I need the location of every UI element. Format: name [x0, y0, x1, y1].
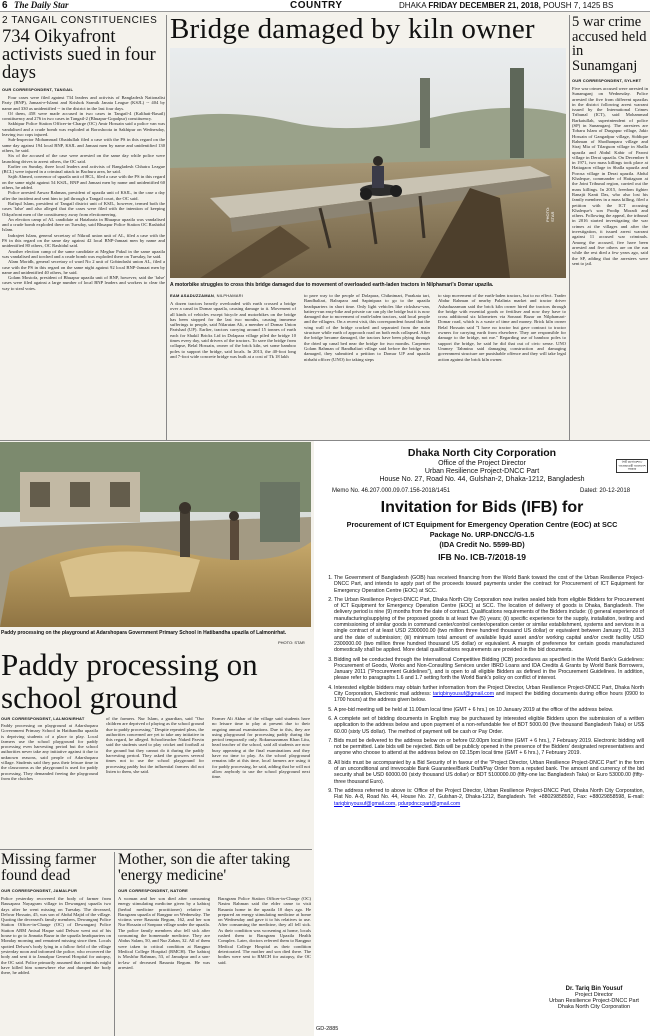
ad-signature — [544, 986, 644, 1010]
ad-clause: 4. Interested eligible bidders may obtain further information from the Project Director, Urban Resilience Project-DNCC Part, Dhaka North City Corporation, Electronic mail address: tariqbinyousuf@gmail.com and inspect the bidding documents during office hours (0900 to 1700 hours) at the address given below. — [334, 685, 644, 704]
ad-clause: 1. The Government of Bangladesh (GOB) has received financing from the World Bank toward the cost of the Urban Resilience Project-DNCC Part, and intends to apply part of the proceeds toward payments under the contract for Procurement of ICT Equipment for Emergency Operation Centre (EOC) at SCC. — [334, 575, 644, 594]
ad-title: Invitation for Bids (IFB) for — [380, 499, 584, 516]
section-title: COUNTRY — [290, 0, 343, 11]
story-body-col2: Baragram Police Station Officer-in-Charge (OC) Nasim Rahman said the elder came to visit Rasunta home in the upazila 10 days ago. He prepared an energy stimulating medicine at home on Wednesday and gave it to his relatives to use. After consuming the medicine, they all fell sick. As their condition was worsening at home, locals rushed them to Baragram Upazila Health Complex. Later, doctors referred them to Rangpur Medical College Hospital as their condition deteriorated. The mother and son died there. The bodies were sent to RMCH for autopsy, the OC said. — [218, 896, 311, 965]
photo-caption: A motorbike struggles to cross this bridge damaged due to movement of overloaded earth-laden tractors in Nilphamari's Domar upazila. — [170, 282, 494, 288]
ad-clause: 5. A pre-bid meeting will be held at 11.00am local time (GMT + 6 hrs.) on 10 January 2019 at the office of the address below. — [334, 707, 644, 713]
story-paragraph: Of them, 458 were made accused in two cases in Tangail-4 (Kalihati-Basail) constituency and 276 in two cases in Tangail-2 (Bhuapur-Gopalpur) constituency. — [2, 110, 165, 122]
sign-title: Project Director — [575, 992, 613, 998]
ad-memo: Memo No. 46.207.000.09.07.156-2018/1451 — [332, 488, 451, 494]
sign-name: Dr. Tariq Bin Yousuf — [565, 986, 623, 992]
story-headline: 734 Oikyafront activists sued in four days — [2, 27, 156, 83]
story-oikyafront — [2, 15, 165, 440]
story-headline: Bridge damaged by kiln owner — [170, 13, 535, 45]
page-number: 6 — [2, 0, 8, 11]
story-paragraph: Indrajeet Islam, general secretary of Nikrail union unit of AL, filed a case with the PS in this regard on the same day against 42 local BNP-Jamaat men by name and unidentified 80 others, OC Rashidul said. — [2, 232, 165, 249]
bridge-photo — [170, 48, 566, 278]
story-headline: 5 war crime accused held in Sunamganj — [572, 14, 647, 74]
tender-advertisement — [314, 441, 650, 1036]
ad-date: Dated: 20-12-2018 — [580, 488, 631, 494]
story-paragraph: Sajib Ahmed, convenor of upazila unit of BCL, filed a case with the PS in this regard on the same night against 54 KSJL, BNP and Jamaat men by name and unidentified 60 others, he added. — [2, 174, 165, 191]
story-body-col1: A dozen tractors heavily overloaded with earth crossed a bridge over a canal in Domar upazila, causing damage to it. Movement of all kinds of vehicles except bicycle and motorbikes on the bridge has been stopped for the last two months, causing immense sufferings to people, said Nilaratan Ali, a member of Domar Union Parishad (UP). Earlier, tractors carrying around 15 tonnes of earth each for Shakil Bricks Ltd in Dolapara village piled the bridge 10 times every day, said drivers of the tractors. To save the bridge from collapse, Belal Hossain, owner of the brick kiln, set some bamboo poles to support the bridge, said locals. In 2013, the 40-foot long and 7-foot wide concrete bridge was built at a cost of Tk 18 lakh — [170, 301, 296, 359]
sign-project: Urban Resilience Project-DNCC Part — [549, 998, 639, 1004]
story-paragraph: Four cases were filed against 734 leaders and activists of Bangladesh Nationalist Party (BNP), Jamaat-e-Islami and Krishok Sramik Janata League (KSJL) -- 404 by name and 330 as unidentified -- in the district in the last four days. — [2, 95, 165, 111]
column-divider — [114, 852, 115, 1036]
story-missing-farmer — [1, 852, 111, 1036]
column-divider — [569, 15, 570, 440]
story-byline: OUR CORRESPONDENT, SYLHET — [572, 78, 642, 83]
ad-org: Dhaka North City Corporation — [407, 447, 557, 459]
story-body-col2: to pave way to the people of Dolapara, Chiknimari, Parakata tari, Bandbaliari, Balrapara and Sapinipara to go to the upazila headquarters in short time. Only light vehicles like rickshaw-van, battery-run easy-bike and private car can ply the bridge but it is now damaged due to movement of earth-laden tractors, said local people and the villagers. On a recent visit, this correspondent found that the wing wall of the bridge cracked and separated from the main structure while earth of approach road on both ends collapsed. After the bridge became damaged, the tractors have been plying through the dried up canal bed near the bridge for two months. Carpenter Golam Rahman of Bandbaliari village said before the bridge was damaged, they submitted a petition to Domar UP and upazila nirbahi officer (UNO) for taking steps — [304, 293, 430, 362]
email-link[interactable]: tariqbinyousuf@gmail.com — [334, 800, 396, 807]
photo-caption: Paddy processing on the playground at Adarshopara Government Primary School in Hatibandha upazila of Lalmonirhat. — [1, 630, 287, 636]
story-bridge — [170, 14, 566, 439]
story-byline: EAM ASADUZZAMAN, NILPHAMARI — [170, 293, 244, 298]
story-paragraph: Sakhipur Police Station Officer-in-Charge (OC) Amir Hossain said a police van was vandalised and a crude bomb was exploded at Boroshoota in Sakhipur on Wednesday, leaving two cops injured. — [2, 121, 165, 138]
section-divider — [0, 849, 312, 850]
ad-letterhead — [314, 447, 650, 483]
paddy-byline: OUR CORRESPONDENT, LALMONIRHAT — [1, 716, 85, 721]
ad-office: Office of the Project Director — [438, 460, 526, 467]
column-divider — [166, 15, 167, 440]
story-paragraph: Sub-Inspector Mohammad Obaidullah filed a case with the PS in this regard on the same day against 194 local BNP, KSJL and Jamaat men by name and unidentified 130 others, he said. — [2, 137, 165, 153]
ad-credit: (IDA Credit No. 5599-BD) — [439, 540, 525, 549]
bangla-notice-box: সিটি কর্পোরেশন / গণপ্রজাতন্ত্রী বাংলাদেশ সরকার — [616, 459, 648, 473]
ad-clause: 9. The address referred to above is: Office of the Project Director, Urban Resilience Project-DNCC Part, Dhaka North City Corporation, Flat No. A-8, Road No. 44, House No. 27, Gulshan-2, Dhaka-1212, Bangladesh. Tel: +88029858592, Fax: +88029858598, E-mail: tariqbinyousuf@gmail.com, pdurpdnccpart@gmail.com — [334, 788, 644, 807]
paddy-body-col1: Paddy processing on playground at Adarshopara Government Primary School in Hatibandha upazila is depriving students of a place to play. Local farmers use the school playground for paddy processing even harvesting period but the school authorities never take any initiative against it due to unknown reasons, said people of Adarshopara village. Students said they pass their leisure time in the classrooms as the playground is used for paddy processing. They demanded freeing the playground from the clutches — [1, 723, 98, 781]
story-paragraph: An election camp of AL candidate at Hatabaria in Bhuapur upazila was vandalised and a crude bomb exploded there on Tuesday, said Bhuapur Police Station OC Rashidul Islam. — [2, 216, 165, 233]
paddy-photo-image — [0, 442, 311, 627]
paddy-headline: Paddy processing on school ground — [1, 647, 258, 715]
story-body: Police yesterday recovered the body of farmer from Bausapara Nayagram village in Dewanganj upazila two days after he went missing on Tuesday. The deceased, Delwar Hossain, 45, was son of Abdul Majid of the village. Quoting the deceased's family members, Dewanganj Police Station Officer-in-Charge (OC) of Dewanganj Police Station ABM Anisul Haque said Delwar went out of his house to go to Jinnatia Bazar in the upazila headquarters on Monday morning and remained missing since then. Locals spotted Delwar's body lying in a fallow field of the village yesterday noon and informed the police, who recovered the body and sent it to Jamalpur General Hospital for autopsy, the OC said. Police primarily assumed that criminals might have killed him somewhere else and dumped the body there, he added. — [1, 896, 111, 976]
paddy-photo — [0, 442, 311, 627]
story-paragraph: Rafiqul Islam, president of Tangail district unit of KSJL, however, termed both the cases 'false' and also alleged that the cases were filed with the intention of keeping Oikyafront men of the constituency away from electioneering. — [2, 200, 165, 217]
email-link[interactable]: pdurpdnccpart@gmail.com — [398, 800, 461, 807]
email-link[interactable]: tariqbinyousuf@gmail.com — [432, 691, 495, 698]
story-paragraph: Golam Mostofa, president of Bhuapur upazila unit of BNP, however, said the 'false' cases were filed against a large number of local BNP leaders and workers to clear the way to steal votes. — [2, 275, 165, 291]
masthead-logo: The Daily Star — [14, 0, 69, 10]
story-body-col3: to stop movement of the earth-laden tractors, but to no effect. Trader Abdur Rahman of nearby Palalinta market and tractor driver Ashaduzzaman said the brick kiln owner hired the tractors through the bridge with essential goods or fertiliser and now they have to cross additional six kilometres via Sonarai Bazar on Nilphamari-Domar road, which is a waste of time and money. Brick kiln owner Belal Hossain said "I have no tractor but gave contract to tractor owners for carrying earth from elsewhere. They are responsible for damage to the bridge, not me." Regarding use of bamboo poles to support the bridge, he said he did that out of civic sense. UNO Ummey Tahmina said damaging construction and damaging government structure are punishable offence and they will take legal action against the brick kiln owner. — [438, 293, 566, 362]
ad-clause: 8. All bids must be accompanied by a Bid Security of in favour of the "Project Director, Urban Resilience Project-DNCC Part" in the form of an unconditional and irrevocable Bank Guarantee/Bank Draft/Pay Order from a reputed bank. The amount and currency of the bid security shall be USD 60000.00 (sixty thousand US dollar) or BDT 5100000.00 (fifty-one lac Bangladesh Taka) or Euro 53000.00 (fifty-three thousand Euro). — [334, 760, 644, 785]
ad-clauses — [318, 575, 644, 810]
story-byline: OUR CORRESPONDENT, JAMALPUR — [1, 888, 78, 893]
story-headline: Mother, son die after taking 'energy medicine' — [118, 851, 290, 884]
page-header — [0, 0, 650, 12]
story-paragraph: Six of the accused of the case were arrested on the same day while police were launching drives to arrest others, the OC said. — [2, 153, 165, 164]
sign-org: Dhaka North City Corporation — [557, 1004, 631, 1010]
story-paragraph: Alam Moridh, general secretary of ward No 2 unit of Gobindashi union AL, filed a case with the PS in this regard on the same night against 92 local BNP-Jamaat men by name and unidentified 40 others, he said. — [2, 259, 165, 275]
ad-project: Urban Resilience Project-DNCC Part — [424, 468, 540, 475]
ad-clause: 6. A complete set of bidding documents in English may be purchased by interested eligible Bidders upon the submission of a written application to the address below and upon payment of a non-refundable fee of BDT 5000.00 (five thousand Bangladesh Taka) or US$ 60.00 (sixty US dollar). The method of payment will be cash or Pay Order. — [334, 716, 644, 735]
photo-credit: PHOTO: STAR — [278, 640, 305, 645]
ad-package: Package No. URP-DNCC/G-1.5 — [429, 530, 535, 539]
bridge-photo-image — [170, 48, 566, 278]
ad-clause: 3. Bidding will be conducted through the International Competitive Bidding (ICB) procedures as specified in the World Bank's Guidelines: Procurement of Goods, Works and Non-Consulting Services under IBRD Loans and IDA Credits & Grants by World Bank Borrowers, January 2011 ("Procurement Guidelines"), and is open to all eligible Bidders as defined in the Procurement Guidelines. In addition, please refer to paragraphs 1.6 and 1.7 setting forth the World Bank's policy on conflict of interest. — [334, 657, 644, 682]
story-body-col1: A woman and her son died after consuming energy stimulating medicine given by a kabiraj (herbal medicine practitioner) relative in Baragram upazila of Rangpur on Wednesday. The victims were Rasunta Begum, 162, and her son Nur Hossain of Sonpara village under the upazila. The police family members also fell sick after consuming the homemade medicine. They are Abdus Salam, 50, and Nur Zahan, 32. All of them were taken to critical condition at Rangpur Medical College Hospital (RMCH). The kabiraj is Moshfur Rahman, 53, of Jamalpur and a son-in-law of deceased Rasunta Begum. He was arrested. — [118, 896, 210, 970]
photo-credit: PHOTO: STAR — [545, 206, 555, 222]
ad-title-block — [314, 499, 650, 562]
story-mother-son — [118, 852, 311, 1036]
story-body — [2, 95, 165, 450]
paddy-body-col3: Farmer Ali Akbar of the village said students have no leisure time to play at present due to their ongoing annual examinations. Due to this, they are using playground for processing paddy during the period temporarily only. Rokunuzzaman Khan Litu, head teacher of the school, said all students are now busy appearing at the final examinations and they have no time to play. As the school playground remains idle at this time, local farmers are using it for paddy processing, he said, adding that he will not allow anybody to use the school playground next time. — [212, 716, 310, 780]
story-paragraph: Another election camp of the same candidate at Meghar Pakul in the same upazila was vandalised and torched and a crude bomb was exploded there on Tuesday, he said. — [2, 248, 165, 259]
ad-clause: 7. Bids must be delivered to the address below on or before 02.00pm local time (GMT + 6 hrs.), 7 February 2019. Electronic bidding will not be permitted. Late bids will be rejected. Bids will be publicly opened in the presence of the Bidders' designated representatives and anyone who choose to attend at the address below on 02.15pm local time (GMT + 6 hrs.), 7 February 2019. — [334, 738, 644, 757]
story-headline: Missing farmer found dead — [1, 851, 97, 884]
story-body: Five war crimes accused were arrested in Sunamganj on Wednesday. Police arrested the five from different upazilas in the district following arrest warrant issued by the International Crimes Tribunal (ICT), said Mohammad Barkatullah, superintendent of police (SP) in Sunamganj. The arrestees are Tobaru Islam of Durgapur village, Jakir Hossain of Gangadpur village, Siddique Rahman of Shodhanpara village and Siraj Mia of Tilarguon village in Shalla upazila and Abdul Kabir of Paroni village in Derai upazila. On December 6 in 1971, two mass killings took place at Hatiagaon village in Shalla upazila and Porosa village in Derai upazila. Abdul Khaleque, commander of Hatiagaon at the Joint Tribunal region, carried out the mass killings. In 2015, freedom fighter Ranajit Kanti Das, who also lost his family members in a mass killing, filed a petition with the ICT accusing Khaleque's son Prodip Moradi and others. Following the appeal, the tribunal in 2016 started investigating the war crimes at the villages and after the investigation, it issued arrest warrant against 11 accused war criminals. Among the accused, five have been arrested and five others are on the run while the rest died a few years ago, said the SP, adding that the arrestees were sent to jail. — [572, 86, 648, 266]
date-line: DHAKA FRIDAY DECEMBER 21, 2018, POUSH 7, 1425 BS — [399, 1, 614, 10]
story-byline: OUR CORRESPONDENT, NATORE — [118, 888, 188, 893]
story-paragraph: Earlier on Sunday, three local leaders and activists of Bangladesh Chhatra League (BCL) were injured in a criminal attack in Bachura area, he said. — [2, 163, 165, 175]
ad-address: House No. 27, Road No. 44, Gulshan-2, Dhaka-1212, Bangladesh — [379, 476, 585, 483]
paddy-body-col2: of the farmers. Nur Islam, a guardian, said "Our children are deprived of playing as the school ground due to paddy processing." Despite repeated pleas, the authorities concerned are yet to take any initiative in this regard, he alleged. Schoolteacher Naked Parvin said the students used to play cricket and football at the ground but they cannot do it during the paddy harvesting period. They asked the growers several times not to use the school playground for processing paddy but the influential farmers did not listen to them, she said. — [106, 716, 204, 774]
story-kicker: 2 TANGAIL CONSTITUENCIES — [2, 15, 158, 26]
story-war-crime — [572, 15, 648, 440]
story-byline: OUR CORRESPONDENT, TANGAIL — [2, 87, 74, 92]
ad-ifb-number: IFB No. ICB-7/2018-19 — [438, 552, 526, 562]
ad-clause: 2. The Urban Resilience Project-DNCC Part, Dhaka North City Corporation now invites sealed bids from eligible Bidders for Procurement of ICT Equipment for Emergency Operation Centre (EOC) at SCC. The location of delivery of goods is Dhaka, Bangladesh. The delivery period is nine (9) months from the date of contract. Qualifications requirements of the Bidders include: (i) general experience of manufacturing/supplying of the proposed goods is at least five (5) years; (ii) specific experience for the supply, installation, testing and commissioning of similar goods in command center/control center/operation center or similar establishment, systems and services in a single contract of at least USD 2300000.00 (two million three hundred thousand US dollar) or equivalent between January 01, 2013 and the date of submission; (iii) minimum total amount of available liquid asset and/or working capital and/or credit facility USD 2300000.00 (two million three hundred thousand US dollar) or equivalent. A margin of preference for certain goods manufactured domestically shall be applied. More detail qualifications requirements are provided in the bid documents. — [334, 597, 644, 654]
story-paragraph: Police arrested Anwar Rahman, president of upazila unit of KSJL, in the case a day after the incident and sent him to jail through a Tangail court, the OC said. — [2, 190, 165, 201]
ad-procurement: Procurement of ICT Equipment for Emergency Operation Centre (EOC) at SCC — [346, 520, 618, 529]
ad-gd-number: GD-2885 — [316, 1026, 339, 1032]
